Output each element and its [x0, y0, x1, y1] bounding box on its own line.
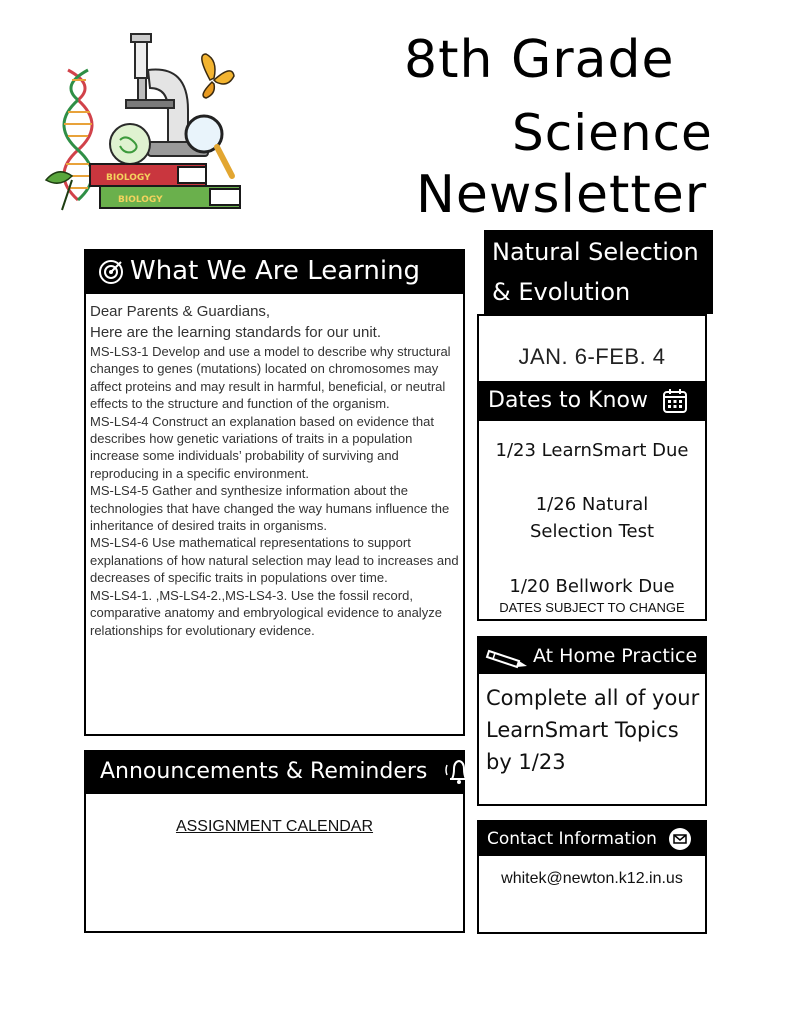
books-icon — [90, 164, 240, 208]
dates-heading-bar — [479, 381, 705, 421]
book-label-bottom: BIOLOGY — [118, 195, 163, 205]
learning-body — [90, 301, 460, 639]
date-item: 1/26 Natural Selection Test — [529, 494, 655, 542]
practice-text: Complete all of your LearnSmart Topics by 1/23 — [486, 686, 700, 774]
butterfly-icon — [202, 54, 234, 98]
greeting: Dear Parents & Guardians, — [90, 303, 271, 320]
date-item: 1/23 LearnSmart Due — [495, 440, 689, 461]
announcements-heading-bar — [84, 750, 465, 794]
announcements-panel — [84, 790, 465, 933]
target-icon — [98, 259, 124, 285]
contact-heading: Contact Information — [487, 829, 657, 849]
mail-icon — [668, 827, 692, 851]
contact-heading-bar — [479, 822, 705, 856]
standard-item: MS-LS4-1. ,MS-LS4-2.,MS-LS4-3. Use the fossil record, comparative anatomy and embryological evidence to analyze relationships for evolutionary evidence. — [90, 587, 442, 638]
contact-email[interactable]: whitek@newton.k12.in.us — [501, 870, 683, 887]
intro-text: Here are the learning standards for our unit. — [90, 324, 381, 341]
announcements-heading: Announcements & Reminders — [100, 759, 428, 784]
science-clipart — [28, 30, 248, 216]
unit-title-bar — [484, 230, 713, 314]
dates-heading: Dates to Know — [488, 388, 648, 413]
petri-dish-icon — [110, 124, 150, 164]
assignment-calendar-link[interactable]: ASSIGNMENT CALENDAR — [175, 818, 374, 835]
standard-item: MS-LS3-1 Develop and use a model to describe why structural changes to genes (mutations) located on chromosomes may affect proteins and may result in harmful, beneficial, or neutral effects to the structure and function of the organism. — [90, 344, 451, 412]
unit-title-line-1: Natural Selection — [492, 238, 699, 266]
bell-icon — [442, 755, 476, 789]
practice-heading: At Home Practice — [533, 645, 698, 667]
calendar-icon — [661, 387, 689, 415]
pencil-icon — [485, 645, 529, 669]
practice-heading-bar — [479, 638, 705, 674]
standard-item: MS-LS4-5 Gather and synthesize information about the technologies that have changed the way humans influence the inheritance of desired traits in organisms. — [90, 483, 450, 534]
book-label-top: BIOLOGY — [106, 173, 151, 183]
title-line-3: Newsletter — [416, 165, 708, 225]
title-line-2: Science — [512, 104, 713, 162]
standard-item: MS-LS4-6 Use mathematical representations to support explanations of how natural selection may lead to increases and decreases of specific traits in populations over time. — [90, 535, 459, 586]
date-item: 1/20 Bellwork Due — [509, 576, 675, 597]
title-line-1: 8th Grade — [404, 30, 675, 90]
unit-date-range: JAN. 6-FEB. 4 — [518, 344, 666, 369]
learning-heading-bar — [84, 249, 465, 294]
unit-title-line-2: & Evolution — [492, 278, 631, 306]
learning-heading: What We Are Learning — [130, 256, 421, 286]
standard-item: MS-LS4-4 Construct an explanation based on evidence that describes how genetic variations of traits in a population increase some individuals’ probability of surviving and reproducing in a specific environment. — [90, 413, 434, 481]
dna-icon — [64, 70, 92, 200]
dates-disclaimer: DATES SUBJECT TO CHANGE — [499, 600, 685, 615]
